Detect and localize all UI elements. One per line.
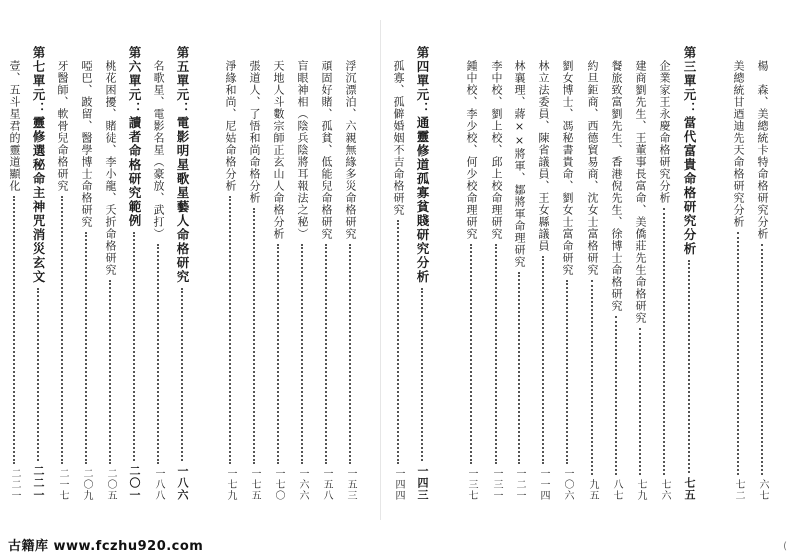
dot-leader [133,232,135,461]
toc-section-heading[interactable] [124,46,144,501]
toc-entry-page-number: 七二 [733,479,744,501]
dot-leader [663,208,665,475]
toc-entry-page-number: 七六 [659,479,670,501]
footer [0,532,793,560]
toc-entry[interactable] [728,46,748,501]
dot-leader [591,280,593,475]
dot-leader [421,288,423,461]
toc-entry-title: 第六單元：讀者命格研究範例 [127,46,142,228]
toc-entry[interactable] [582,46,602,501]
toc-entry-title: 第三單元：當代富貴命格研究分析 [682,46,697,256]
toc-entry-title: 桃花困擾、賭徒、李小龍、夭折命格研究 [104,60,117,276]
dot-leader [639,328,641,475]
toc-entry-page-number: 八七 [611,479,622,501]
toc-entry-title: 楊 森、美總統卡特命格研究分析 [756,60,769,240]
toc-entry-title: 啞巴、跛留、醫學博士命格研究 [80,60,93,228]
toc-entry[interactable] [268,46,288,501]
dot-leader [277,244,279,464]
dot-leader [325,244,327,464]
toc-section-heading[interactable] [172,46,192,501]
toc-entry-page-number: 一三七 [466,468,477,501]
site-watermark[interactable]: 古籍库 www.fczhu920.com [8,539,204,554]
toc-entry-title: 淨緣和尚、尼姑命格分析 [224,60,237,192]
toc-entry-page-number: 六七 [757,479,768,501]
dot-leader [61,196,63,464]
toc-entry[interactable] [292,46,312,501]
toc-entry-page-number: 二二一 [32,465,45,501]
toc-entry[interactable] [76,46,96,501]
toc-entry[interactable] [244,46,264,501]
toc-entry[interactable] [509,46,529,501]
toc-entry-page-number: 二〇九 [81,468,92,501]
dot-leader [349,244,351,464]
toc-entry-page-number: 一四三 [416,465,429,501]
toc-entry-title: 張道人、了悟和尚命格分析 [248,60,261,204]
toc-entry-title: 第四單元：通靈修道孤寡貧賤研究分析 [415,46,430,284]
toc-entry[interactable] [340,46,360,501]
toc-entry-title: 天地人斗數宗師正玄山人命格分析 [272,60,285,240]
toc-entry-page-number: 一三一 [491,468,502,501]
dot-leader [518,272,520,464]
toc-entry-page-number: 二〇一 [128,465,141,501]
toc-entry-title: 名歌星、電影名星（豪放、武打） [152,60,165,240]
toc-section-heading[interactable] [28,46,48,501]
toc-entry-title: 牙醫師、軟骨兒命格研究 [56,60,69,192]
toc-entry-page-number: 一五三 [345,468,356,501]
toc-entry-page-number: 一八八 [153,468,164,501]
toc-section-heading[interactable] [679,46,699,501]
toc-entry-page-number: 一七〇 [273,468,284,501]
toc-entry-title: 孤寡、孤僻婚姻不吉命格研究 [392,60,405,216]
dot-leader [470,244,472,464]
corner-mark: ( [783,541,787,552]
toc-entry-page-number: 一七五 [249,468,260,501]
toc-entry[interactable] [52,46,72,501]
toc-entry-page-number: 九五 [587,479,598,501]
toc-entry[interactable] [606,46,626,501]
dot-leader [761,244,763,475]
toc-entry-page-number: 一七九 [225,468,236,501]
toc-entry-title: 劉女博士、馮秘書貴命、劉女士富命研究 [561,60,574,276]
toc-entry-title: 林立法委員、陳省議員、王女縣議員 [537,60,550,252]
toc-entry[interactable] [752,46,772,501]
dot-leader [157,244,159,464]
toc-entry[interactable] [533,46,553,501]
toc-entry-page-number: 一四四 [393,468,404,501]
toc-entry-title: 建商劉先生、王董事長富命、美僑莊先生命格研究 [634,60,647,324]
toc-entry-title: 盲眼神相（陰兵陰將耳報法之秘） [296,60,309,240]
toc-entry-page-number: 七九 [635,479,646,501]
toc-entry-page-number: 二一七 [57,468,68,501]
dot-leader [495,244,497,464]
toc-entry-title: 頑固好賭、孤貧、低能兒命格研究 [320,60,333,240]
dot-leader [13,196,15,464]
dot-leader [688,260,690,473]
toc-entry-title: 餐旅致富劉先生、香港倪先生、徐博士命格研究 [610,60,623,312]
dot-leader [615,316,617,475]
toc-entry-title: 約旦鉅商、西德貿易商、沈女士富格研究 [586,60,599,276]
toc-entry-title: 林襄理、蔣××將軍、鄒將軍命理研究 [513,60,526,268]
toc-entry[interactable] [654,46,674,501]
toc-entry[interactable] [630,46,650,501]
toc-entry-page-number: 一二一 [514,468,525,501]
toc-entry-title: 企業家王永慶命格研究分析 [658,60,671,204]
toc-entry-title: 鍾中校、李少校、何少校命理研究 [465,60,478,240]
page-gutter [380,20,381,520]
toc-entry-title: 壹、五斗星君的靈道顯化 [8,60,21,192]
toc-entry-page-number: 二〇五 [105,468,116,501]
dot-leader [542,256,544,464]
toc-entry-page-number: 一六六 [297,468,308,501]
toc-entry[interactable] [220,46,240,501]
dot-leader [109,280,111,464]
toc-entry-title: 第七單元：靈修選秘命主神咒消災玄文 [31,46,46,284]
toc-entry[interactable] [557,46,577,501]
dot-leader [301,244,303,464]
toc-entry-page-number: 一〇六 [562,468,573,501]
toc-entry[interactable] [4,46,24,501]
dot-leader [181,288,183,461]
toc-entry[interactable] [461,46,481,501]
dot-leader [85,232,87,464]
toc-entry[interactable] [486,46,506,501]
dot-leader [253,208,255,464]
toc-entry[interactable] [316,46,336,501]
toc-entry-title: 李中校、劉上校、邱上校命理研究 [490,60,503,240]
dot-leader [566,280,568,464]
toc-entry[interactable] [388,46,408,501]
toc-section-heading[interactable] [412,46,432,501]
toc-entry[interactable] [100,46,120,501]
toc-entry-page-number: 七五 [683,477,696,501]
toc-entry-page-number: 一一四 [538,468,549,501]
toc-entry-page-number: 一五八 [321,468,332,501]
dot-leader [397,220,399,464]
toc-entry-title: 美總統甘迺迪先天命格研究分析 [732,60,745,228]
dot-leader [737,232,739,475]
toc-entry[interactable] [148,46,168,501]
toc-entry-page-number: 二二一 [9,468,20,501]
toc-entry-title: 第五單元：電影明星歌星藝人命格研究 [175,46,190,284]
toc-entry-page-number: 一八六 [176,465,189,501]
dot-leader [229,196,231,464]
dot-leader [37,288,39,461]
toc-entry-title: 浮沉漂泊、六親無緣多災命格研究 [344,60,357,240]
